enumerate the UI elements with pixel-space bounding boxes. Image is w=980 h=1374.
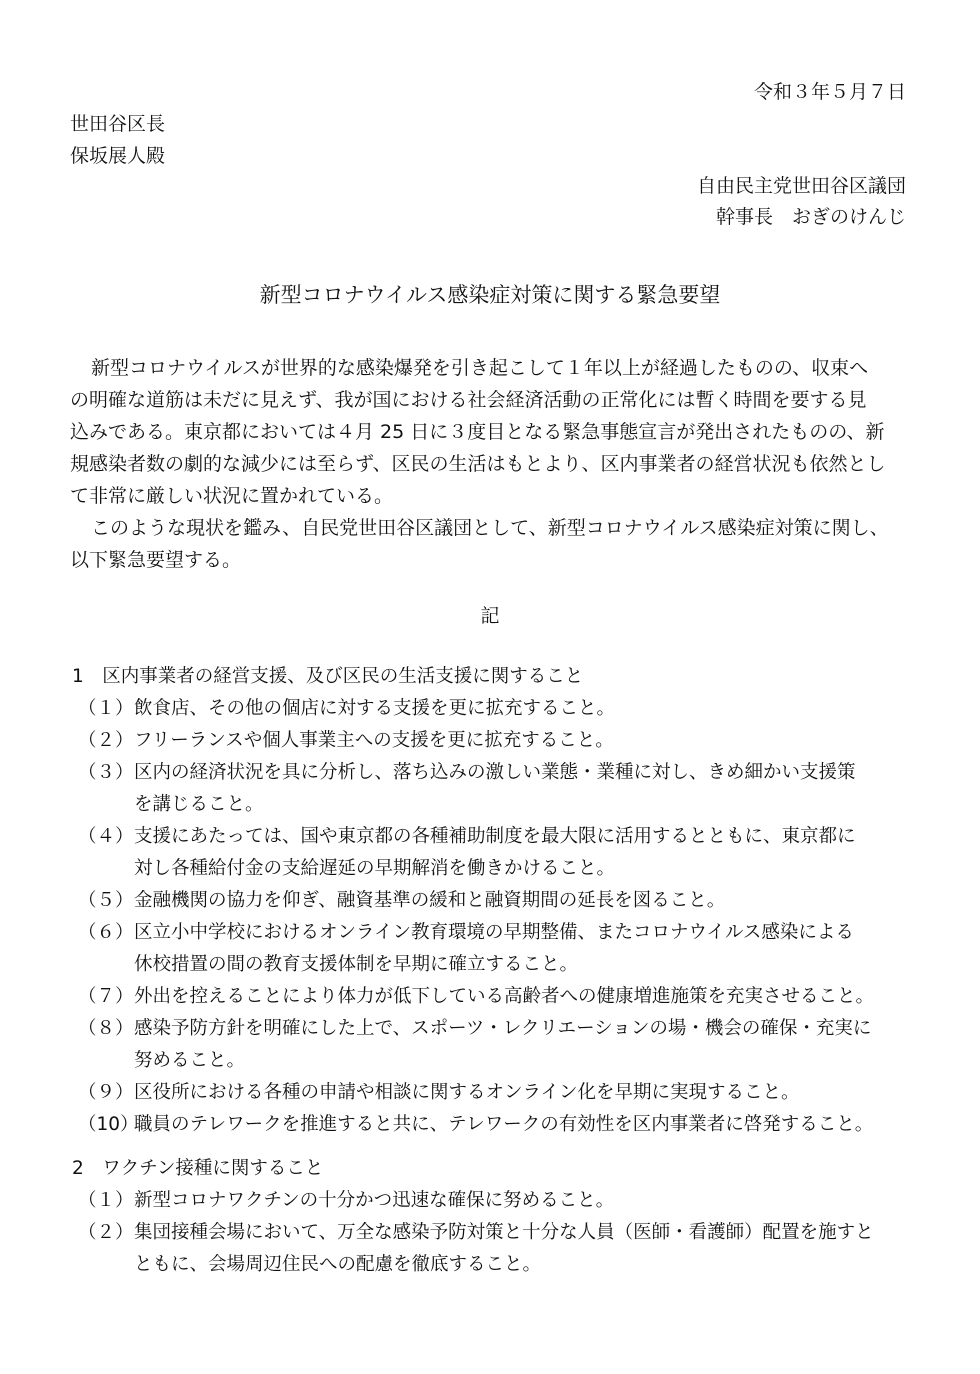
list-item [72,917,942,981]
list-item [72,693,942,725]
item-number: （５） [78,890,134,911]
item-number: （６） [78,922,134,943]
addressee-name: 保坂展人殿 [70,145,166,167]
item-number: （３） [78,762,134,783]
item-number: （７） [78,986,134,1007]
item-text: 新型コロナワクチンの十分かつ迅速な確保に努めること。 [134,1190,615,1211]
item-text: ともに、会場周辺住民への配慮を徹底すること。 [134,1254,542,1275]
section-1 [72,661,942,1141]
item-text: 区立小中学校におけるオンライン教育環境の早期整備、またコロナウイルス感染による [134,922,854,943]
item-text: 飲食店、その他の個店に対する支援を更に拡充すること。 [134,698,616,719]
list-item [72,981,942,1013]
item-text: 感染予防方針を明確にした上で、スポーツ・レクリエーションの場・機会の確保・充実に [134,1018,872,1039]
item-number: （２） [78,1222,134,1243]
list-item [72,725,942,757]
item-text: 外出を控えることにより体力が低下している高齢者への健康増進施策を充実させること。 [134,986,875,1007]
item-text: 集団接種会場において、万全な感染予防対策と十分な人員（医師・看護師）配置を施すと [134,1222,874,1243]
list-item [72,1109,942,1141]
list-item [72,757,942,821]
item-number: （10） [78,1114,139,1135]
item-number: （１） [78,698,134,719]
item-text: 職員のテレワークを推進すると共に、テレワークの有効性を区内事業者に啓発すること。 [134,1114,874,1135]
intro-line: 込みである。東京都においては４月 25 日に３度目となる緊急事態宣言が発出されたものの、新 [70,421,885,443]
intro-line: このような現状を鑑み、自民党世田谷区議団として、新型コロナウイルス感染症対策に関し、 [91,517,889,539]
item-text: 努めること。 [134,1050,246,1071]
document-date: 令和３年５月７日 [753,81,906,103]
intro-line: 以下緊急要望する。 [70,549,242,571]
item-text: 休校措置の間の教育支援体制を早期に確立すること。 [134,954,579,975]
item-number: （９） [78,1082,134,1103]
intro-paragraph [70,352,910,576]
sender-person: 幹事長 おぎのけんじ [715,206,906,228]
section-2 [72,1153,942,1281]
document-title: 新型コロナウイルス感染症対策に関する緊急要望 [259,283,721,307]
item-text: 区内の経済状況を具に分析し、落ち込みの激しい業態・業種に対し、きめ細かい支援策 [134,762,856,783]
intro-line: 規感染者数の劇的な減少には至らず、区民の生活はもとより、区内事業者の経営状況も依然とし [70,453,886,475]
item-text: 区役所における各種の申請や相談に関するオンライン化を早期に実現すること。 [134,1082,800,1103]
item-text: を講じること。 [134,794,264,815]
item-text: 支援にあたっては、国や東京都の各種補助制度を最大限に活用するとともに、東京都に [134,826,856,847]
list-item [72,885,942,917]
intro-line: の明確な道筋は未だに見えず、我が国における社会経済活動の正常化には暫く時間を要する見 [70,389,867,411]
item-number: （４） [78,826,134,847]
intro-line: 新型コロナウイルスが世界的な感染爆発を引き起こして１年以上が経過したものの、収束へ [91,357,869,379]
item-number: （８） [78,1018,134,1039]
item-text: 対し各種給付金の支給遅延の早期解消を働きかけること。 [134,858,616,879]
ki-heading: 記 [480,605,500,627]
addressee-title: 世田谷区長 [70,113,166,135]
list-item [72,1185,942,1217]
list-item [72,1013,942,1077]
item-number: （１） [78,1190,134,1211]
item-number: （２） [78,730,134,751]
list-item [72,1217,942,1281]
list-item [72,1077,942,1109]
sender-organization: 自由民主党世田谷区議団 [696,175,906,197]
intro-line: て非常に厳しい状況に置かれている。 [70,485,394,507]
item-text: 金融機関の協力を仰ぎ、融資基準の緩和と融資期間の延長を図ること。 [134,890,726,911]
section-heading: 2 ワクチン接種に関すること [72,1158,324,1179]
list-item [72,821,942,885]
item-text: フリーランスや個人事業主への支援を更に拡充すること。 [134,730,614,751]
section-heading: 1 区内事業者の経営支援、及び区民の生活支援に関すること [72,666,584,687]
